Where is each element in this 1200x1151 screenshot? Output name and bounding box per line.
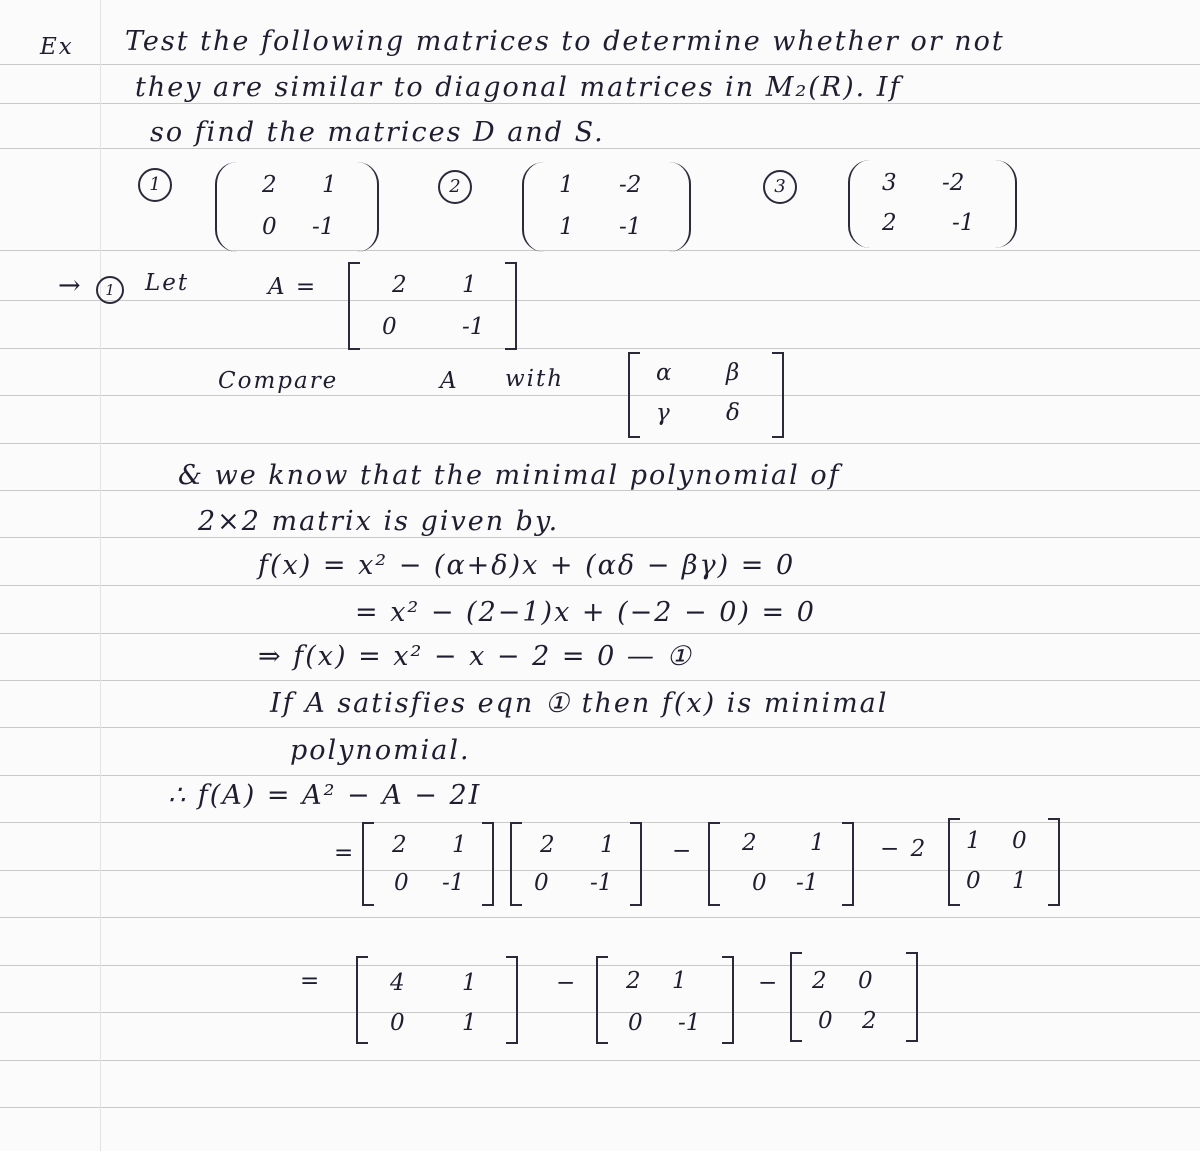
arrow: → — [58, 270, 83, 301]
ruled-line — [0, 443, 1200, 444]
compare-label: Compare — [218, 368, 339, 394]
row2-matrix-1: 4 1 0 1 — [356, 956, 518, 1044]
ruled-line — [0, 775, 1200, 776]
ruled-line — [0, 680, 1200, 681]
ruled-line — [0, 537, 1200, 538]
therefore-equation: ∴ f(A) = A² − A − 2I — [168, 780, 482, 811]
a-symbol: A — [440, 368, 459, 394]
ruled-line — [0, 395, 1200, 396]
problem-matrix-3: 3 -2 2 -1 — [848, 160, 1017, 248]
problem-matrix-1: 2 1 0 -1 — [215, 162, 379, 252]
row1-identity-matrix: 1 0 0 1 — [948, 818, 1060, 906]
minimal-polynomial-text-2: 2×2 matrix is given by. — [198, 506, 560, 537]
equation-2: = x² − (2−1)x + (−2 − 0) = 0 — [355, 597, 816, 628]
problem-number-3: 3 — [763, 170, 797, 204]
problem-statement-line-2: they are similar to diagonal matrices in M₂(R). If — [135, 72, 902, 103]
row2-minus-2: − — [758, 970, 780, 996]
problem-number-1: 1 — [138, 168, 172, 202]
problem-statement-line-1: Test the following matrices to determine whether or not — [125, 26, 1005, 57]
ruled-line — [0, 300, 1200, 301]
ruled-line — [0, 1107, 1200, 1108]
ruled-line — [0, 148, 1200, 149]
ruled-line — [0, 64, 1200, 65]
row1-minus-2: − 2 — [880, 836, 928, 862]
ruled-line — [0, 727, 1200, 728]
problem-number-2: 2 — [438, 170, 472, 204]
let-label: Let — [145, 270, 190, 296]
ruled-line — [0, 1060, 1200, 1061]
solution-number-1: 1 — [96, 276, 124, 304]
a-equals: A = — [268, 274, 318, 300]
if-statement-2: polynomial. — [290, 735, 471, 766]
margin-line — [100, 0, 101, 1151]
row1-matrix-2: 2 1 0 -1 — [510, 822, 642, 906]
row2-equals: = — [300, 968, 322, 994]
row1-matrix-3: 2 1 0 -1 — [708, 822, 854, 906]
row1-equals: = — [334, 840, 356, 866]
row2-matrix-2: 2 1 0 -1 — [596, 956, 734, 1044]
row2-matrix-3: 2 0 0 2 — [790, 952, 918, 1042]
matrix-a: 2 1 0 -1 — [348, 262, 517, 350]
ruled-line — [0, 633, 1200, 634]
problem-matrix-2: 1 -2 1 -1 — [522, 162, 691, 252]
row1-matrix-1: 2 1 0 -1 — [362, 822, 494, 906]
problem-statement-line-3: so find the matrices D and S. — [150, 117, 605, 148]
ruled-line — [0, 348, 1200, 349]
if-statement-1: If A satisfies eqn ① then f(x) is minimal — [270, 688, 889, 719]
with-label: with — [505, 366, 565, 392]
ruled-line — [0, 585, 1200, 586]
equation-3: ⇒ f(x) = x² − x − 2 = 0 — ① — [258, 641, 693, 672]
minimal-polynomial-text-1: & we know that the minimal polynomial of — [178, 460, 841, 491]
row2-minus-1: − — [556, 970, 578, 996]
ruled-line — [0, 103, 1200, 104]
example-label: Ex — [40, 34, 74, 60]
equation-1: f(x) = x² − (α+δ)x + (αδ − βγ) = 0 — [258, 550, 796, 581]
generic-matrix: α β γ δ — [628, 352, 784, 438]
row1-minus-1: − — [672, 838, 694, 864]
ruled-line — [0, 917, 1200, 918]
